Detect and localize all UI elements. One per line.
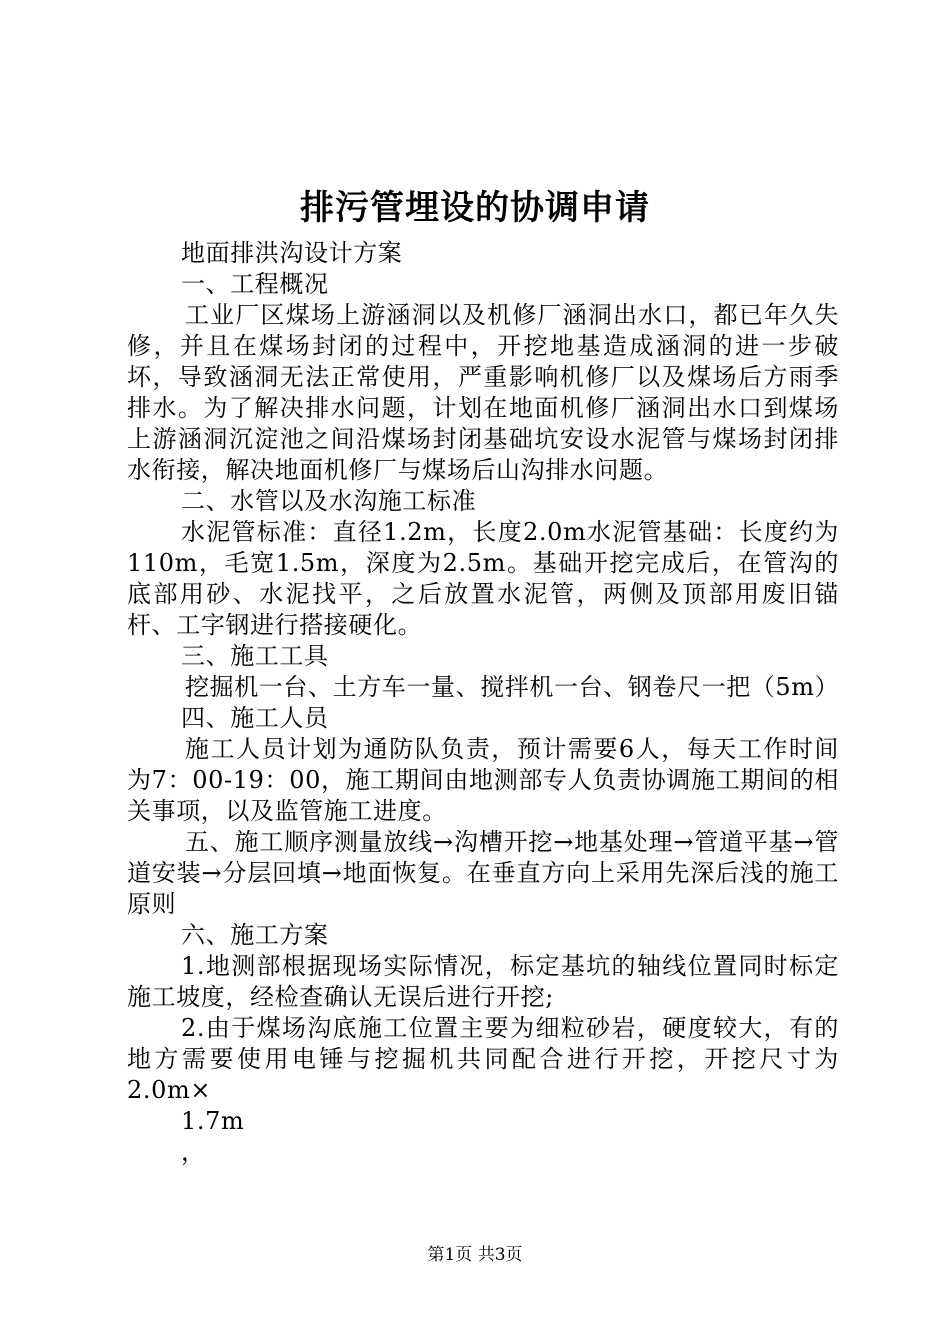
- page-number-footer: 第1页 共3页: [427, 1245, 523, 1265]
- paragraph-dimension: 1.7m: [181, 1107, 245, 1135]
- paragraph-plan-step-1: 1.地测部根据现场实际情况，标定基坑的轴线位置同时标定施工坡度，经检查确认无误后进行开挖;: [127, 952, 839, 1011]
- paragraph-subtitle: 地面排洪沟设计方案: [181, 239, 403, 267]
- document-body: [127, 238, 839, 1168]
- heading-section-1: 一、工程概况: [181, 270, 329, 298]
- paragraph-comma: ，: [181, 1138, 206, 1166]
- paragraph-standards: 水泥管标准：直径1.2m，长度2.0m水泥管基础：长度约为110m，毛宽1.5m，深度为2.5m。基础开挖完成后，在管沟的底部用砂、水泥找平，之后放置水泥管，两侧及顶部用废旧锚杆、工字钢进行搭接硬化。: [127, 518, 839, 639]
- heading-section-4: 四、施工人员: [181, 704, 329, 732]
- paragraph-sequence: 五、施工顺序测量放线→沟槽开挖→地基处理→管道平基→管道安装→分层回填→地面恢复。在垂直方向上采用先深后浅的施工原则: [127, 828, 839, 918]
- paragraph-personnel: 施工人员计划为通防队负责，预计需要6人，每天工作时间为7：00-19：00，施工期间由地测部专人负责协调施工期间的相关事项，以及监管施工进度。: [127, 735, 839, 825]
- heading-section-2: 二、水管以及水沟施工标准: [181, 487, 477, 515]
- heading-section-3: 三、施工工具: [181, 642, 329, 670]
- paragraph-overview: 工业厂区煤场上游涵洞以及机修厂涵洞出水口，都已年久失修，并且在煤场封闭的过程中，开挖地基造成涵洞的进一步破坏，导致涵洞无法正常使用，严重影响机修厂以及煤场后方雨季排水。为了解决排水问题，计划在地面机修厂涵洞出水口到煤场上游涵洞沉淀池之间沿煤场封闭基础坑安设水泥管与煤场封闭排水衔接，解决地面机修厂与煤场后山沟排水问题。: [127, 301, 839, 484]
- paragraph-plan-step-2: 2.由于煤场沟底施工位置主要为细粒砂岩，硬度较大，有的地方需要使用电锤与挖掘机共同配合进行开挖，开挖尺寸为2.0m×: [127, 1014, 839, 1104]
- heading-section-6: 六、施工方案: [181, 921, 329, 949]
- document-title: 排污管埋设的协调申请: [300, 188, 650, 228]
- paragraph-tools: 挖掘机一台、土方车一量、搅拌机一台、钢卷尺一把（5m）: [185, 673, 840, 701]
